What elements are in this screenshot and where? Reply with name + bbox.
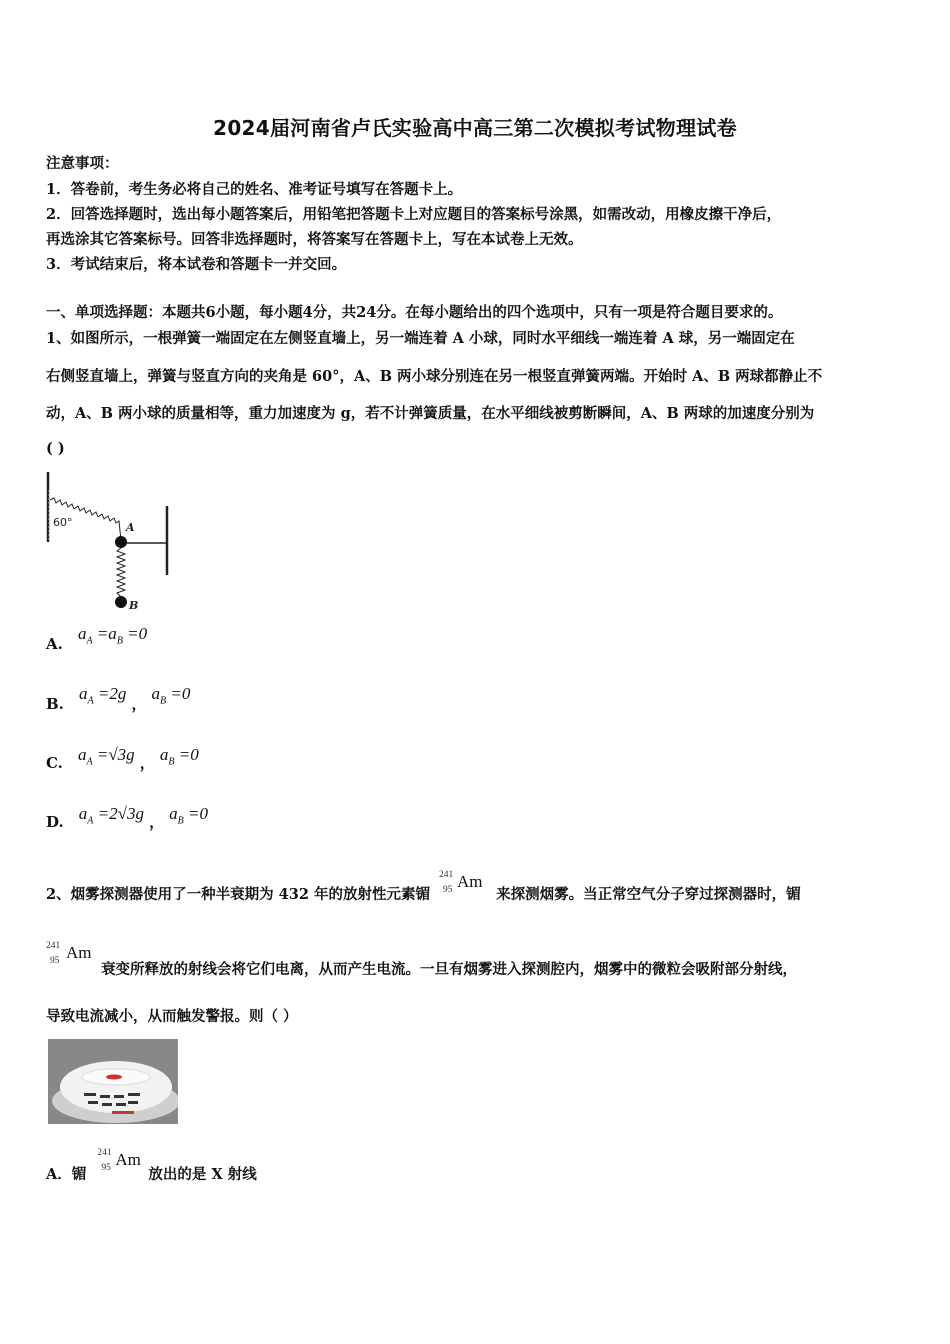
notice-item: 2．回答选择题时，选出每小题答案后，用铅笔把答题卡上对应题目的答案标号涂黑，如需改动，用橡皮擦干净后， xyxy=(46,206,782,223)
smoke-detector-photo xyxy=(48,1039,178,1124)
question-2-option-a[interactable]: A．镅 241 95 Am 放出的是 X 射线 xyxy=(46,1148,257,1183)
red-led xyxy=(106,1075,122,1080)
notice-item: 1．答卷前，考生务必将自己的姓名、准考证号填写在答题卡上。 xyxy=(46,181,463,198)
notice-item: 3．考试结束后，将本试卷和答题卡一并交回。 xyxy=(46,256,347,273)
ball-b xyxy=(115,596,127,608)
americium-nuclide: 241 95 Am xyxy=(439,870,483,895)
question-1-text: ( ) xyxy=(46,440,65,457)
question-1-text: 右侧竖直墙上，弹簧与竖直方向的夹角是 60°，A、B 两小球分别连在另一根竖直弹簧两端。开始时 A、B 两球都静止不 xyxy=(46,368,823,385)
ball-a xyxy=(115,536,127,548)
option-c[interactable]: C. $a_A =√3g$ ， $a_B =0$ xyxy=(46,745,199,772)
ball-a-label: A xyxy=(126,521,135,534)
notice-heading: 注意事项： xyxy=(46,155,119,172)
notice-item: 再选涂其它答案标号。回答非选择题时，将答案写在答题卡上，写在本试卷上无效。 xyxy=(46,231,583,248)
angle-label: 60° xyxy=(53,516,73,529)
option-a[interactable]: A. $a_A =a_B =0$ xyxy=(46,624,148,653)
americium-nuclide: 241 95 Am xyxy=(97,1148,141,1173)
ball-b-label: B xyxy=(129,599,139,612)
section-heading: 一、单项选择题：本题共6小题，每小题4分，共24分。在每小题给出的四个选项中，只有一项是符合题目要求的。 xyxy=(46,304,783,321)
option-d[interactable]: D. $a_A =2√3g$ ， $a_B =0$ xyxy=(46,804,209,831)
option-b[interactable]: B. $a_A =2g$ ， $a_B =0$ xyxy=(46,684,191,713)
question-2-text: 241 95 Am 衰变所释放的射线会将它们电离，从而产生电流。一旦有烟雾进入探测腔内，烟雾中的微粒会吸附部分射线， xyxy=(46,941,798,978)
question-1-text: 动，A、B 两小球的质量相等，重力加速度为 g，若不计弹簧质量，在水平细线被剪断瞬间，A、B 两球的加速度分别为 xyxy=(46,405,815,422)
vertical-spring xyxy=(117,548,125,597)
question-1-text: 1、如图所示，一根弹簧一端固定在左侧竖直墙上，另一端连着 A 小球，同时水平细线一端连着 A 球，另一端固定在 xyxy=(46,330,795,347)
question-2-text: 导致电流减小，从而触发警报。则（ ） xyxy=(46,1008,298,1025)
americium-nuclide: 241 95 Am xyxy=(46,941,92,966)
page-title: 2024届河南省卢氏实验高中高三第二次模拟考试物理试卷 xyxy=(213,116,737,140)
spring-diagram xyxy=(44,470,174,615)
question-2-text: 2、烟雾探测器使用了一种半衰期为 432 年的放射性元素镅 241 95 Am 来探测烟雾。当正常空气分子穿过探测器时，镅 xyxy=(46,870,801,903)
